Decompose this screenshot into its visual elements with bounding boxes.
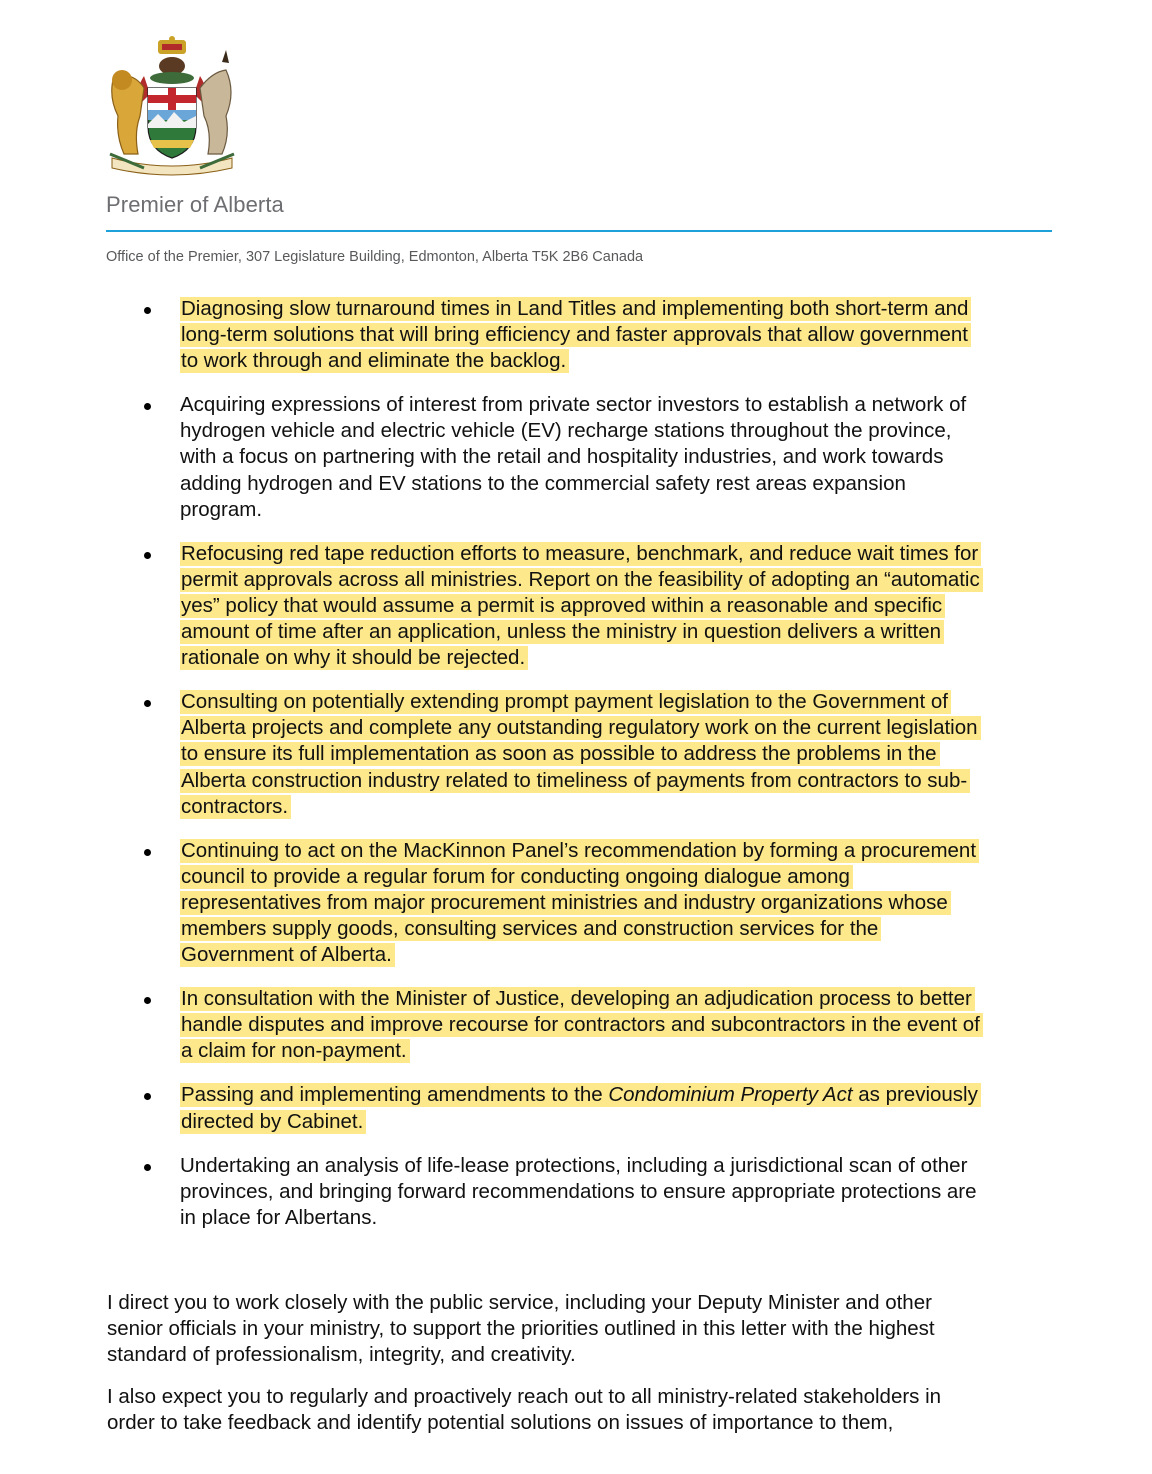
bullet-line: in place for Albertans. <box>180 1205 378 1229</box>
bullet-item <box>142 296 1082 374</box>
bullet-item <box>142 1153 1082 1231</box>
shield-icon <box>148 88 196 158</box>
bullet-line: to ensure its full implementation as soon as possible to address the problems in the <box>180 741 1082 767</box>
letterhead-title: Premier of Alberta <box>106 192 284 217</box>
bullet-line: Government of Alberta. <box>180 942 1082 968</box>
bullet-line: members supply goods, consulting services and construction services for the <box>180 916 1082 942</box>
bullet-line: a claim for non-payment. <box>180 1038 1082 1064</box>
bullet-line: long-term solutions that will bring efficiency and faster approvals that allow government <box>180 322 1082 348</box>
bullet-line: with a focus on partnering with the retail and hospitality industries, and work towards <box>180 445 944 469</box>
paragraph-line: senior officials in your ministry, to support the priorities outlined in this letter with the highest <box>107 1317 935 1341</box>
office-address: Office of the Premier, 307 Legislature Building, Edmonton, Alberta T5K 2B6 Canada <box>106 249 644 265</box>
paragraph-line: I also expect you to regularly and proactively reach out to all ministry-related stakeholders in <box>107 1385 942 1408</box>
bullet-line: permit approvals across all ministries. Report on the feasibility of adopting an “automatic <box>180 567 1082 593</box>
bullet-line: Diagnosing slow turnaround times in Land Titles and implementing both short-term and <box>180 296 1082 322</box>
bullet-dot-icon <box>144 552 151 559</box>
bullet-line: contractors. <box>180 794 1082 820</box>
bullet-dot-icon <box>144 1164 151 1171</box>
bullet-dot-icon <box>144 700 151 707</box>
bullet-item <box>142 689 1082 819</box>
bullet-line: Refocusing red tape reduction efforts to measure, benchmark, and reduce wait times for <box>180 541 1082 567</box>
crown-icon <box>158 36 186 54</box>
bullet-line: yes” policy that would assume a permit is approved within a reasonable and specific <box>180 593 1082 619</box>
bullet-line: Passing and implementing amendments to the Condominium Property Act as previously <box>180 1082 1082 1108</box>
bullet-line: Consulting on potentially extending prompt payment legislation to the Government of <box>180 689 1082 715</box>
bullet-line: representatives from major procurement ministries and industry organizations whose <box>180 890 1082 916</box>
header-divider <box>106 230 1052 232</box>
bullet-line: council to provide a regular forum for conducting ongoing dialogue among <box>180 864 1082 890</box>
bullet-line: to work through and eliminate the backlog. <box>180 348 1082 374</box>
bullet-line: hydrogen vehicle and electric vehicle (EV) recharge stations throughout the province, <box>180 419 952 443</box>
bullet-line: handle disputes and improve recourse for contractors and subcontractors in the event of <box>180 1012 1082 1038</box>
lion-supporter-icon <box>112 70 144 154</box>
bullet-line: amount of time after an application, unless the ministry in question delivers a written <box>180 619 1082 645</box>
paragraph-line: I direct you to work closely with the public service, including your Deputy Minister and other <box>107 1291 932 1314</box>
alberta-coat-of-arms-logo <box>104 36 240 176</box>
bullet-line: Acquiring expressions of interest from private sector investors to establish a network of <box>180 393 967 417</box>
pronghorn-supporter-icon <box>200 50 231 154</box>
bullet-line: program. <box>180 497 263 521</box>
bullet-line: provinces, and bringing forward recommendations to ensure appropriate protections are <box>180 1179 977 1203</box>
bullet-line: Continuing to act on the MacKinnon Panel’s recommendation by forming a procurement <box>180 838 1082 864</box>
bullet-line: Alberta projects and complete any outstanding regulatory work on the current legislation <box>180 715 1082 741</box>
bullet-dot-icon <box>144 849 151 856</box>
bullet-dot-icon <box>144 997 151 1004</box>
body-paragraph <box>107 1384 1067 1436</box>
bullet-dot-icon <box>144 403 151 410</box>
paragraph-line: standard of professionalism, integrity, and creativity. <box>107 1343 576 1367</box>
bullet-line: directed by Cabinet. <box>180 1109 1082 1135</box>
bullet-item <box>142 986 1082 1064</box>
body-paragraph <box>107 1290 1067 1368</box>
bullet-line: Alberta construction industry related to timeliness of payments from contractors to sub- <box>180 768 1082 794</box>
bullet-dot-icon <box>144 307 151 314</box>
priority-bullet-list <box>142 296 1082 1249</box>
paragraph-line: order to take feedback and identify potential solutions on issues of importance to them, <box>107 1411 894 1435</box>
bullet-item <box>142 838 1082 968</box>
bullet-line: adding hydrogen and EV stations to the commercial safety rest areas expansion <box>180 471 906 495</box>
bullet-item <box>142 1082 1082 1134</box>
bullet-line: Undertaking an analysis of life-lease protections, including a jurisdictional scan of other <box>180 1153 968 1177</box>
bullet-item <box>142 392 1082 522</box>
bullet-line: In consultation with the Minister of Justice, developing an adjudication process to better <box>180 986 1082 1012</box>
bullet-dot-icon <box>144 1093 151 1100</box>
bullet-line: rationale on why it should be rejected. <box>180 645 1082 671</box>
bullet-item <box>142 541 1082 671</box>
